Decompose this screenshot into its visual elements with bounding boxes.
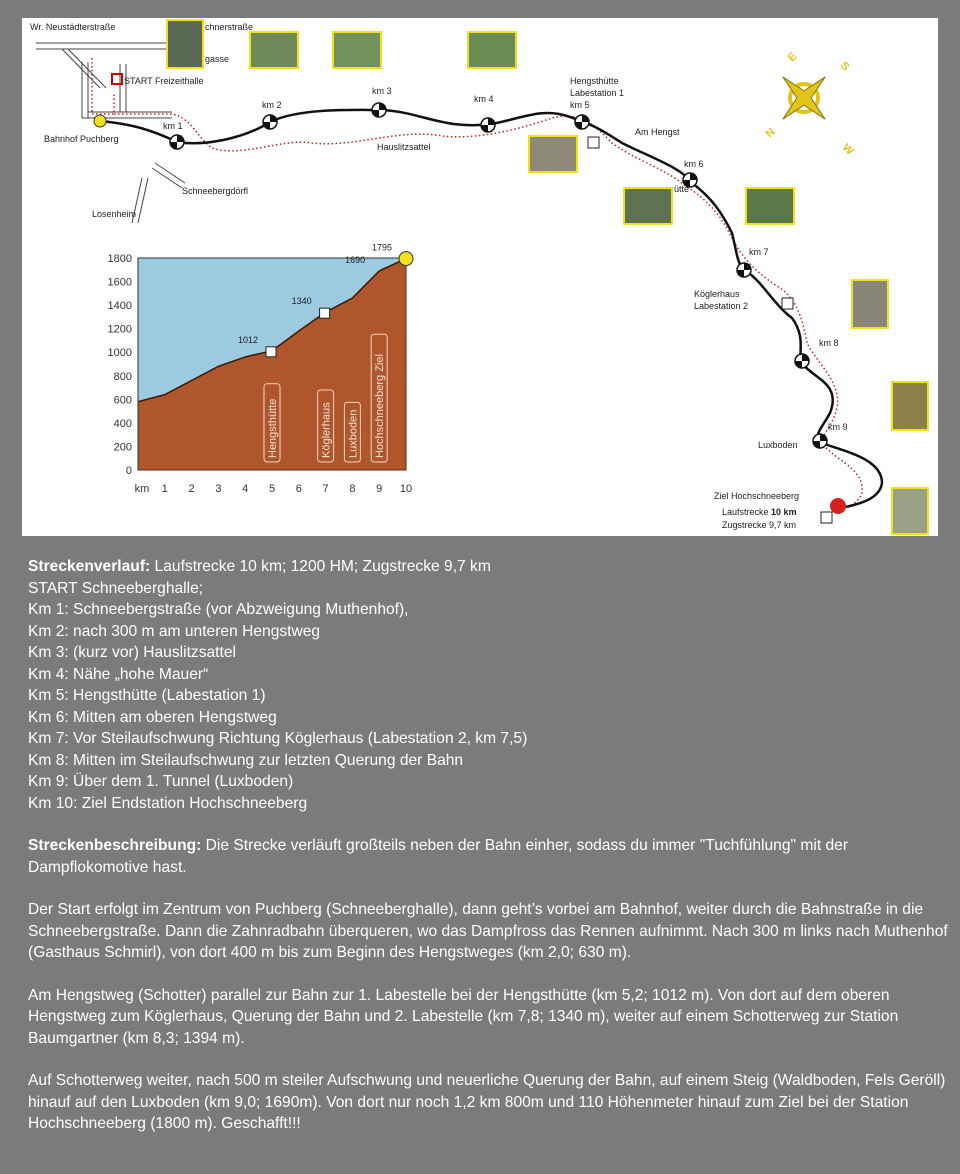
chart-annotation: 1340: [291, 296, 312, 307]
km-item: Km 1: Schneebergstraße (vor Abzweigung Muthenhof),: [28, 601, 409, 618]
route-description: [28, 556, 956, 1135]
km-label-5: km 5: [570, 100, 590, 110]
beschreibung-heading: Streckenbeschreibung:: [28, 837, 202, 854]
chart-annotation: 1690: [345, 254, 366, 265]
km-item: Km 3: (kurz vor) Hauslitzsattel: [28, 644, 236, 661]
km-label-2: km 2: [262, 100, 282, 110]
chart-x-tick: 10: [399, 483, 413, 495]
km-item: Km 5: Hengsthütte (Labestation 1): [28, 687, 266, 704]
chart-y-tick: 800: [113, 370, 132, 383]
chart-station-label: Köglerhaus: [320, 402, 333, 458]
chart-station-label: Hengsthütte: [267, 398, 279, 458]
chart-y-tick: 1800: [107, 253, 132, 265]
bahnhof-marker: [94, 115, 106, 127]
label-zugstrecke: Zugstrecke 9,7 km: [722, 520, 797, 530]
photo-thumb: [892, 382, 928, 430]
photo-thumb: [852, 280, 888, 328]
streets: [36, 43, 185, 223]
paragraph-start: Der Start erfolgt im Zentrum von Puchberg (Schneeberghalle), dann geht’s vorbei am Bahnhof, weiter durch die Bahnstraße in die Schneebergstraße. Dann die Zahnradbahn überqueren, wo das Dampfross das Rennen aufnimmt. Nach 300 m links nach Muthenhof (Gasthaus Schmirl), von dort 400 m bis zum Beginn des Hengstweges (km 2,0; 630 m).: [28, 901, 948, 961]
chart-annotation: 1795: [371, 242, 392, 253]
paragraph-luxboden: Auf Schotterweg weiter, nach 500 m steiler Aufschwung und neuerliche Querung der Bahn, auf einem Steig (Waldboden, Fels Geröll) hinauf auf den Luxboden (km 9,0; 1690m). Von dort nur noch 1,2 km 800m und 110 Höhenmeter hinauf zum Ziel bei der Station Hochschneeberg (1800 m). Geschafft!!!: [28, 1072, 946, 1132]
chart-y-tick: 400: [113, 417, 132, 430]
label-ziel: Ziel Hochschneeberg: [714, 491, 800, 501]
chart-x-tick: 8: [349, 483, 356, 495]
start-line: START Schneeberghalle;: [28, 579, 204, 597]
cup-icon: [320, 308, 330, 318]
chart-x-tick: 9: [376, 483, 383, 495]
photo-thumb: [250, 32, 298, 68]
compass-n: N: [763, 126, 778, 141]
km-item: Km 6: Mitten am oberen Hengstweg: [28, 708, 277, 726]
km-item: Km 2: nach 300 m am unteren Hengstweg: [28, 622, 321, 640]
label-hengsthuette: Hengsthütte: [570, 76, 619, 86]
photo-thumb: [746, 188, 794, 224]
label-huette: ütte: [674, 184, 690, 194]
label-laufstrecke: Laufstrecke 10 km: [722, 507, 797, 517]
verlauf-line: [28, 556, 956, 578]
chart-y-tick: 1000: [107, 347, 132, 360]
photo-thumb: [167, 20, 203, 68]
chart-annotation: 1012: [237, 334, 258, 345]
chart-x-tick: 4: [242, 483, 249, 495]
cup-icon: [821, 512, 832, 523]
label-wr-neustaedter: Wr. Neustädterstraße: [30, 22, 116, 32]
chart-y-tick: 600: [113, 394, 132, 407]
chart-station-label: Hochschneeberg Ziel: [374, 354, 387, 458]
chart-summit-marker: [399, 252, 413, 266]
label-hauslitzsattel: Hauslitzsattel: [377, 142, 431, 152]
compass-e: E: [785, 50, 800, 65]
km-label-8: km 8: [819, 338, 839, 348]
paragraph-hengstweg: Am Hengstweg (Schotter) parallel zur Bahn zur 1. Labestelle bei der Hengsthütte (km 5,2; 1012 m). Von dort auf dem oberen Hengstweg zum Köglerhaus, Querung der Bahn und 2. Labestelle (km 7,8; 1340 m), weiter auf einem Schotterweg zur Station Baumgartner (km 8,3; 1394 m).: [28, 986, 899, 1047]
verlauf-summary: Laufstrecke 10 km; 1200 HM; Zugstrecke 9,7 km: [150, 558, 491, 575]
cup-icon: [588, 137, 599, 148]
cup-icon: [782, 298, 793, 309]
chart-x-tick: 6: [295, 483, 302, 495]
chart-x-tick: 7: [322, 483, 329, 495]
km-item: Km 10: Ziel Endstation Hochschneeberg: [28, 794, 308, 812]
km-item: Km 4: Nähe „hohe Mauer“: [28, 665, 209, 683]
km-item: Km 7: Vor Steilaufschwung Richtung Köglerhaus (Labestation 2, km 7,5): [28, 730, 528, 747]
photo-thumb: [892, 488, 928, 534]
route-map: [22, 18, 938, 536]
chart-x-tick: 2: [188, 483, 195, 495]
chart-y-tick: 1600: [107, 276, 132, 289]
km-label-6: km 6: [684, 159, 704, 169]
chart-y-tick: 200: [113, 441, 132, 454]
km-list: [28, 599, 956, 814]
cup-icon: [266, 347, 276, 357]
compass-icon: [762, 50, 857, 157]
km-label-3: km 3: [372, 86, 392, 96]
photo-thumb: [333, 32, 381, 68]
beschreibung-paragraph: [28, 835, 956, 878]
label-gasse: gasse: [205, 54, 230, 64]
km-label-7: km 7: [749, 247, 769, 257]
km-label-9: km 9: [828, 422, 848, 432]
photo-thumb: [624, 188, 672, 224]
label-luxboden: Luxboden: [758, 440, 798, 450]
compass-w: W: [839, 141, 856, 158]
km-item: Km 8: Mitten im Steilaufschwung zur letzten Querung der Bahn: [28, 751, 464, 769]
km-item: Km 9: Über dem 1. Tunnel (Luxboden): [28, 773, 294, 790]
chart-x-tick: 1: [161, 483, 168, 495]
label-start: START Freizeithalle: [124, 76, 204, 86]
label-labestation-1: Labestation 1: [570, 88, 625, 98]
chart-x-tick: km: [134, 483, 150, 495]
photo-thumb: [529, 136, 577, 172]
chart-y-tick: 1400: [107, 300, 132, 313]
km-label-4: km 4: [474, 94, 494, 104]
label-losenheim: Losenheim: [92, 209, 137, 219]
route-map-svg: [22, 18, 938, 536]
compass-s: S: [837, 59, 852, 74]
label-schneebergstrasse: chnerstraße: [205, 22, 254, 32]
label-labestation-2: Labestation 2: [694, 301, 749, 311]
chart-y-tick: 1200: [107, 323, 132, 336]
beschreibung-intro: Die Strecke verläuft großteils neben der Bahn einher, sodass du immer "Tuchfühlung" mit der Dampflokomotive hast.: [28, 837, 849, 876]
verlauf-heading: Streckenverlauf:: [28, 558, 151, 575]
chart-station-label: Luxboden: [347, 409, 360, 458]
chart-x-tick: 5: [268, 483, 276, 495]
km-label-1: km 1: [163, 121, 183, 131]
chart-y-tick: 0: [125, 465, 132, 477]
photo-thumb: [468, 32, 516, 68]
label-koeglerhaus: Köglerhaus: [694, 289, 740, 299]
label-am-hengst: Am Hengst: [635, 127, 680, 137]
elevation-chart: [108, 243, 413, 495]
chart-x-tick: 3: [215, 483, 222, 495]
label-bahnhof: Bahnhof Puchberg: [44, 134, 119, 144]
label-schneebergdoerfl: Schneebergdörfl: [182, 186, 249, 196]
